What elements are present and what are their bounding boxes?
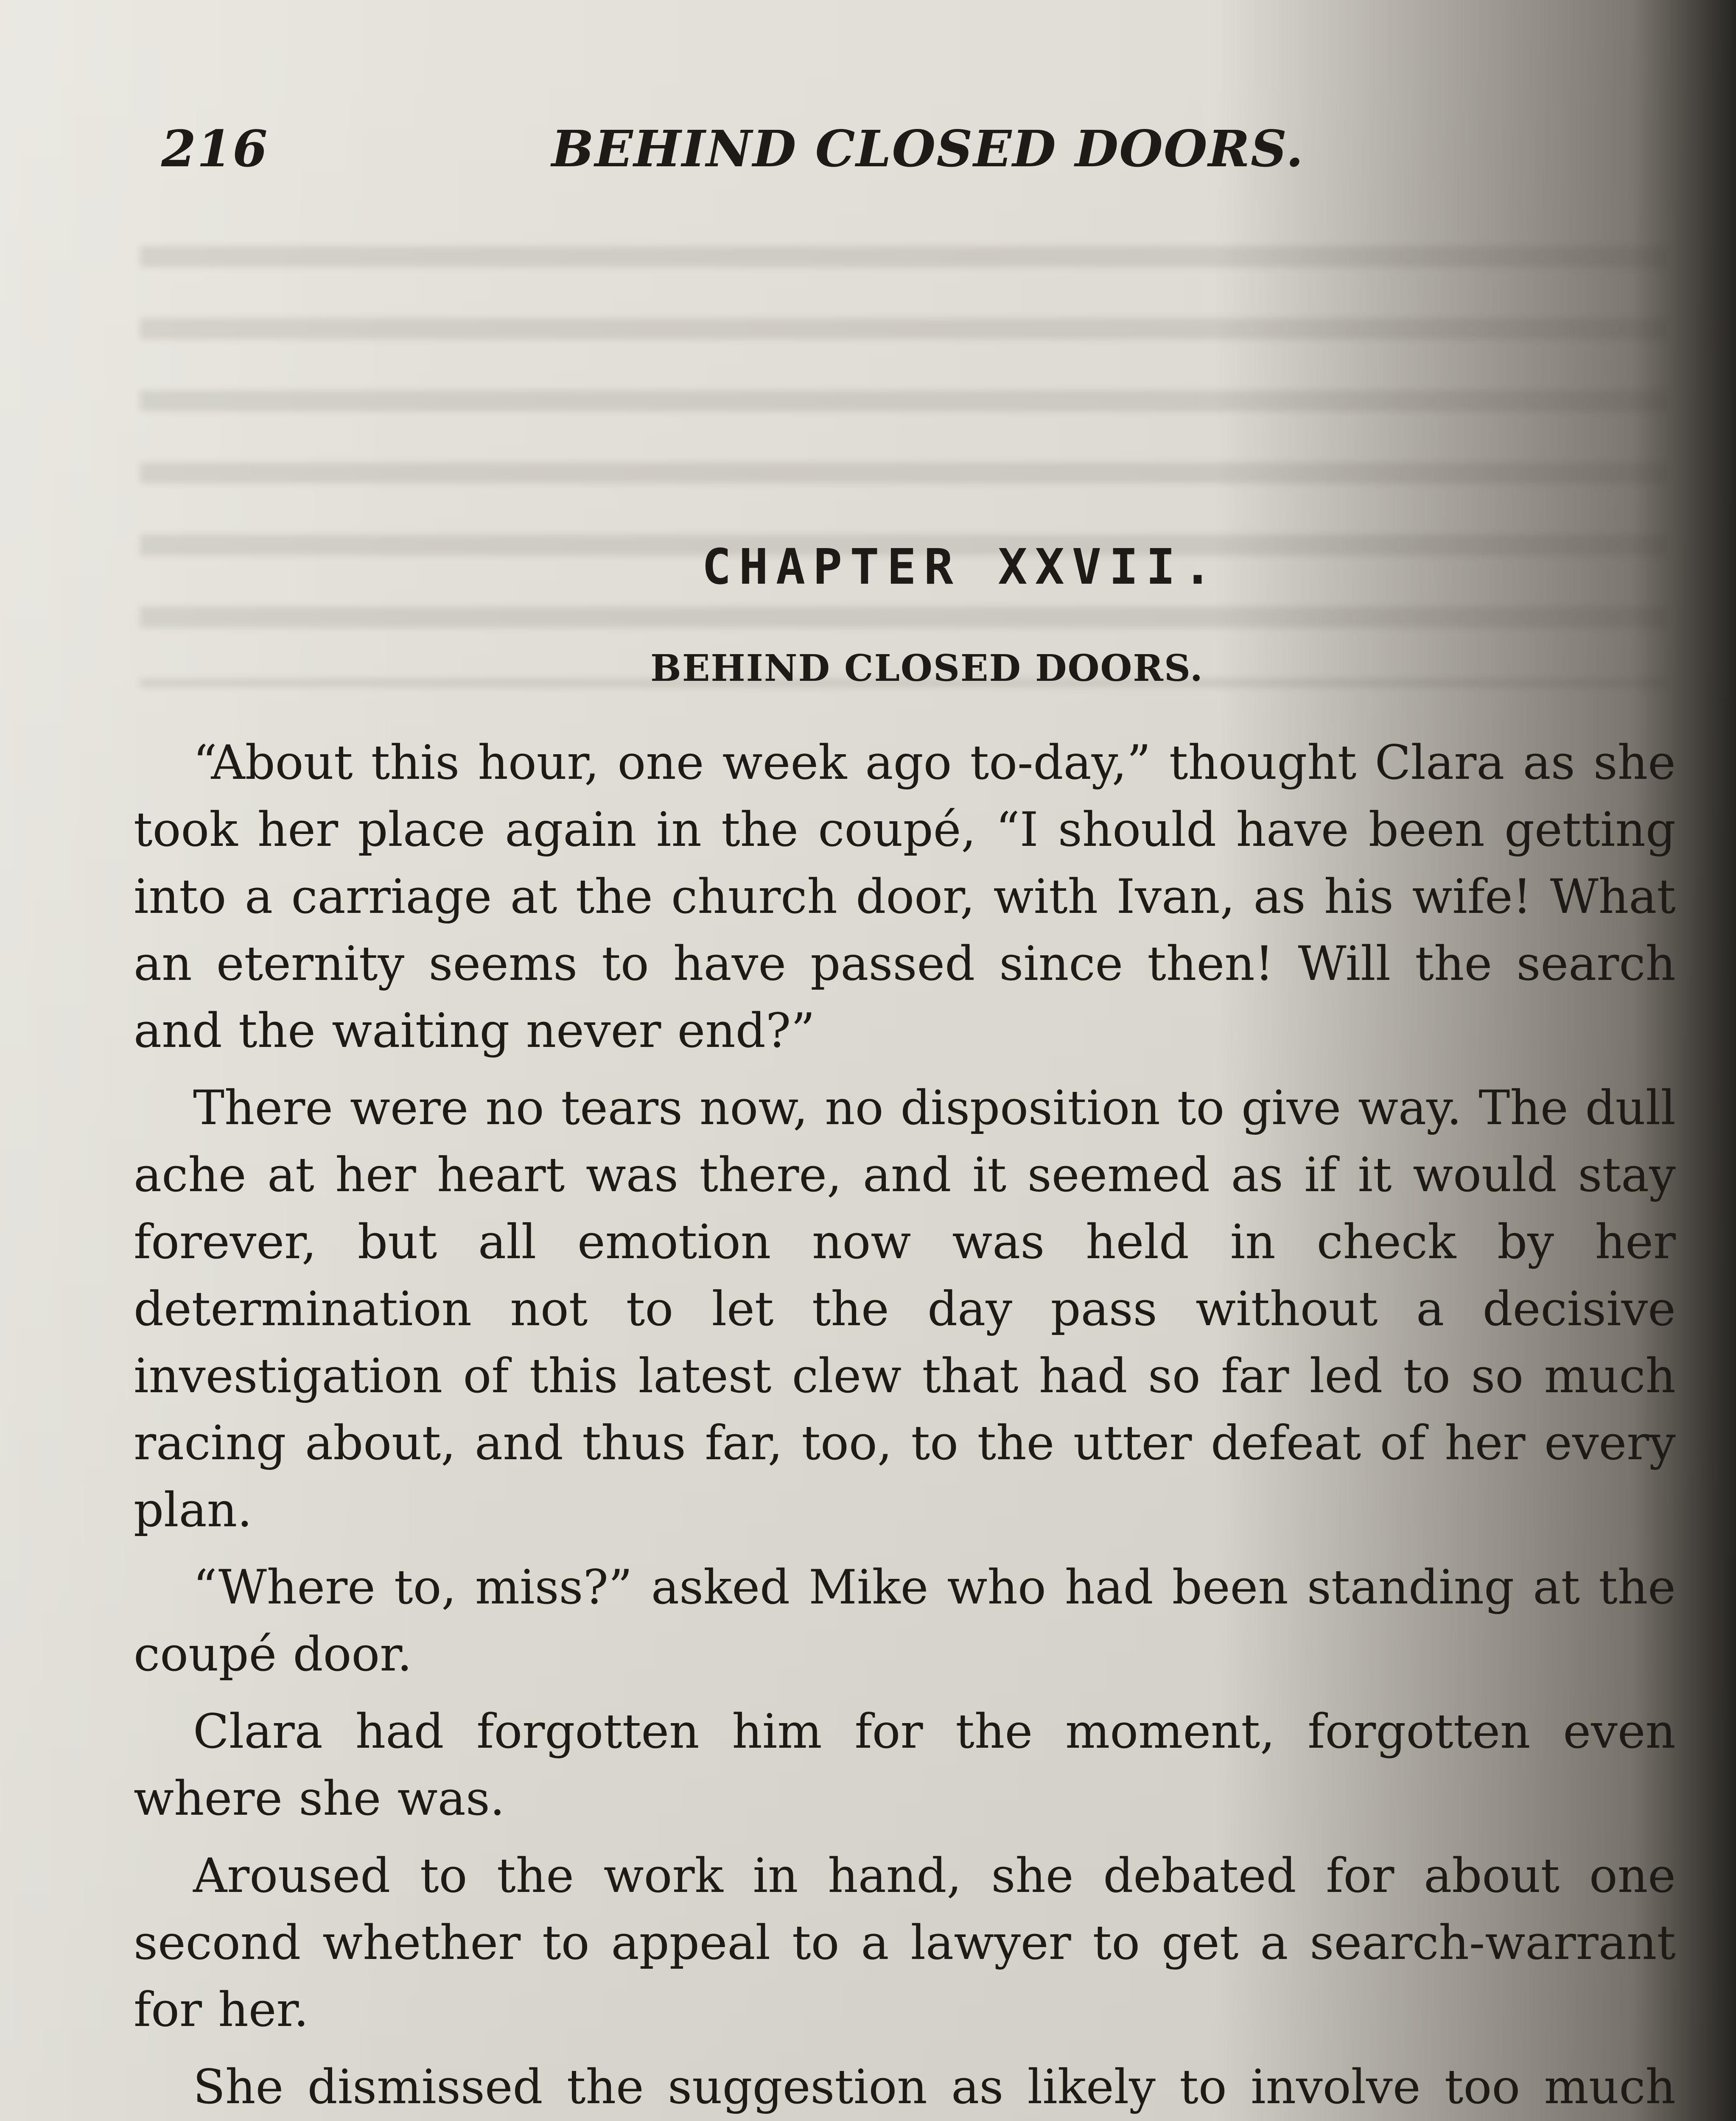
chapter-heading: CHAPTER XXVII. [702,539,1220,596]
paragraph: “About this hour, one week ago to-day,” thought Clara as she took her place again in the coupé, “I should have been getting into a carriage at the church door, with Ivan, as his wife! What an eternity seems to have passed since then! Will the search and the waiting never end?” [134,736,1676,1058]
chapter-subtitle: BEHIND CLOSED DOORS. [650,647,1204,690]
paragraph: There were no tears now, no disposition to give way. The dull ache at her heart was there, and it seemed as if it would stay forever, but all emotion now was held in check by her determination not to let the day pass without a decisive investigation of this latest clew that had so far led to so much racing about, and thus far, too, to the utter defeat of her every plan. [134,1081,1676,1538]
paragraph: “Where to, miss?” asked Mike who had been standing at the coupé door. [134,1560,1676,1682]
running-title: BEHIND CLOSED DOORS. [552,119,1304,178]
chapter-body [134,730,1676,2121]
paragraph: Clara had forgotten him for the moment, forgotten even where she was. [134,1704,1676,1826]
page-number: 216 [161,119,269,178]
running-header [161,115,1315,182]
paragraph: She dismissed the suggestion as likely to involve too much [193,2060,1676,2115]
paragraph: Aroused to the work in hand, she debated for about one second whether to appeal to a lawyer to get a search-warrant for her. [134,1849,1676,2037]
show-through-text [140,199,1667,687]
